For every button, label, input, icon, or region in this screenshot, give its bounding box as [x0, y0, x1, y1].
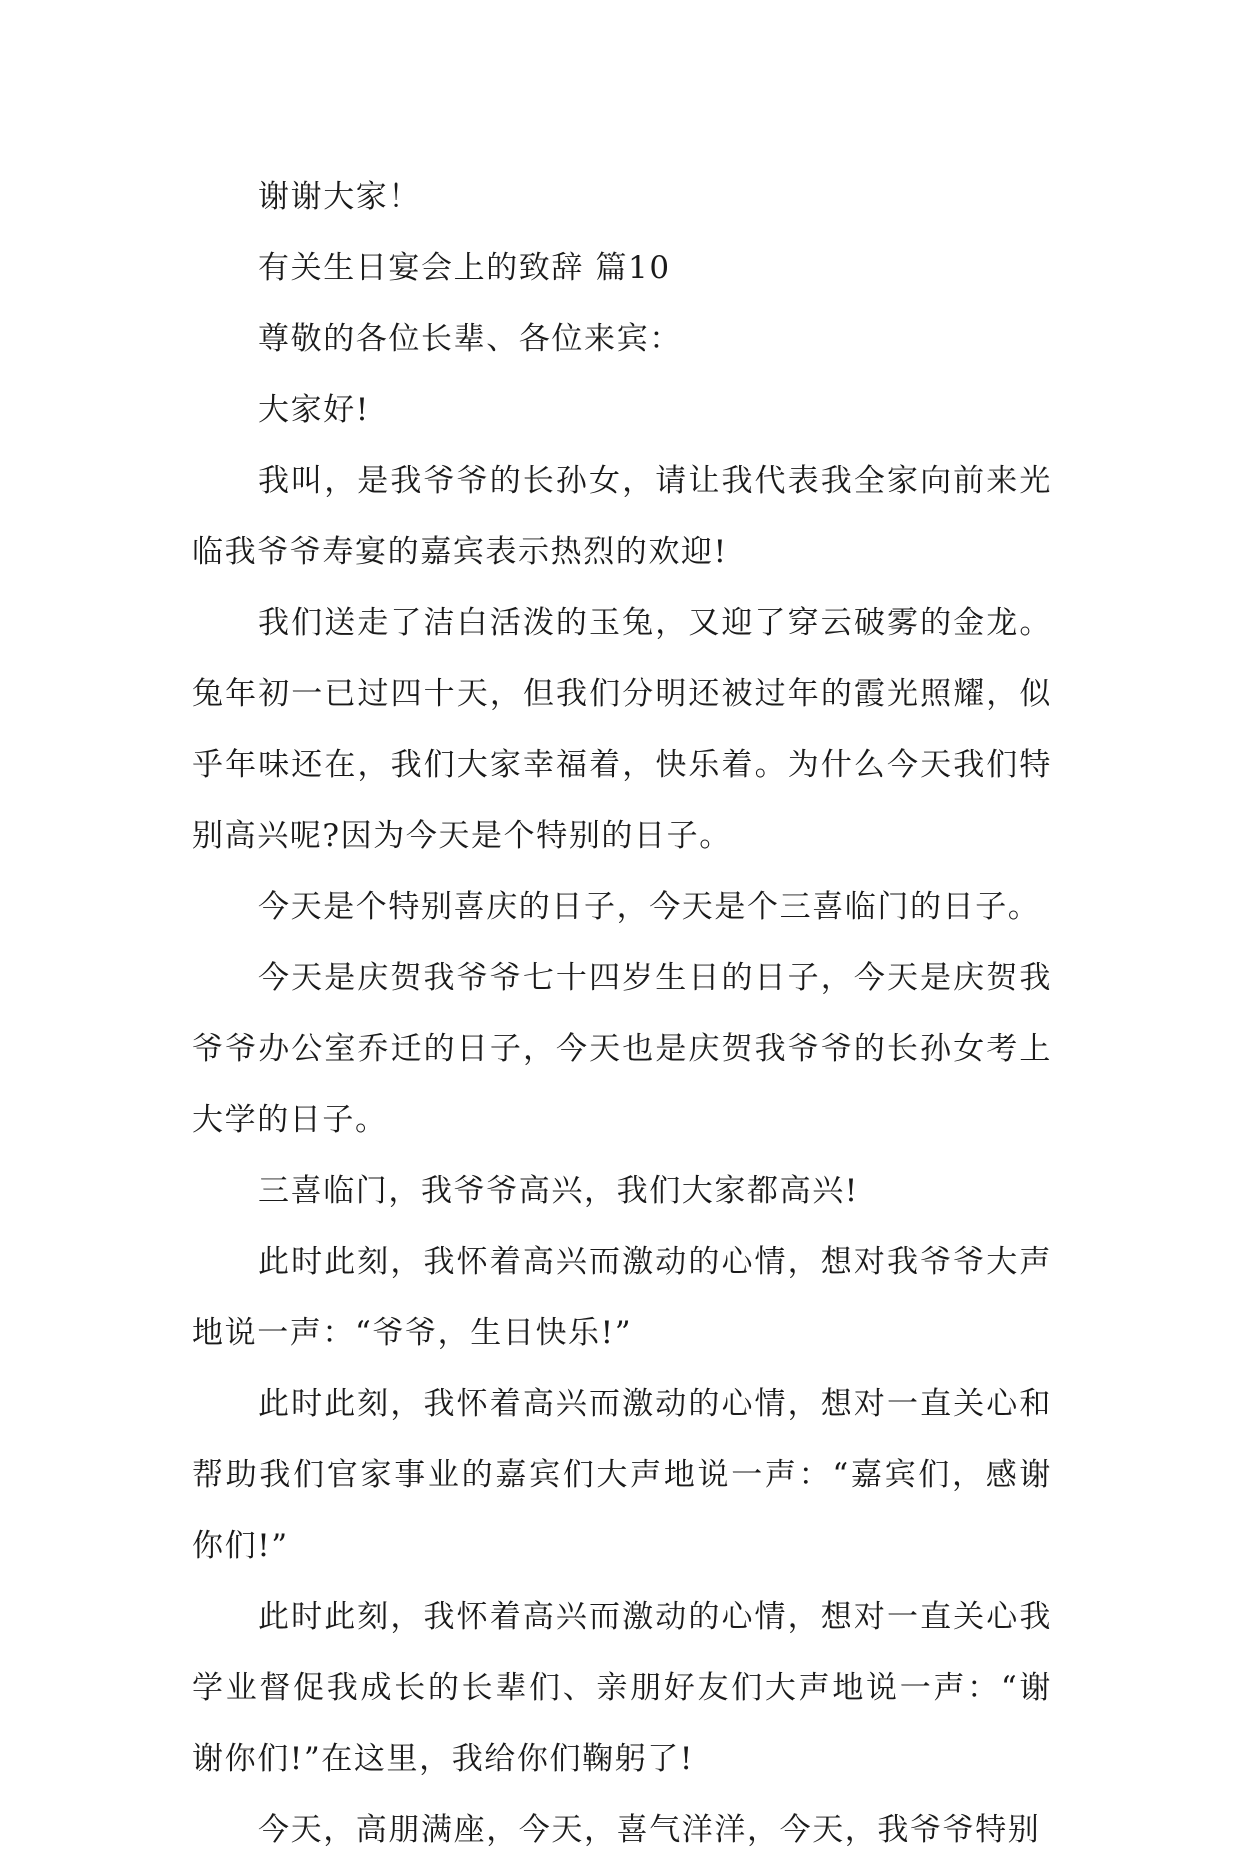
- paragraph: 此时此刻，我怀着高兴而激动的心情，想对一直关心我学业督促我成长的长辈们、亲朋好友们大声地说一声：“谢谢你们!”在这里，我给你们鞠躬了!: [192, 1599, 1052, 1777]
- salutation: 尊敬的各位长辈、各位来宾：: [258, 321, 682, 357]
- paragraph: 我叫，是我爷爷的长孙女，请让我代表我全家向前来光临我爷爷寿宴的嘉宾表示热烈的欢迎!: [192, 463, 1052, 570]
- paragraph: 今天是个特别喜庆的日子，今天是个三喜临门的日子。: [258, 889, 1041, 925]
- greeting: 大家好!: [258, 392, 370, 428]
- paragraph: 三喜临门，我爷爷高兴，我们大家都高兴!: [258, 1173, 859, 1209]
- paragraph: 此时此刻，我怀着高兴而激动的心情，想对我爷爷大声地说一声：“爷爷，生日快乐!”: [192, 1244, 1052, 1351]
- paragraph: 今天，高朋满座，今天，喜气洋洋，今天，我爷爷特别: [258, 1812, 1041, 1848]
- closing-thanks: 谢谢大家！: [258, 179, 421, 215]
- paragraph: 此时此刻，我怀着高兴而激动的心情，想对一直关心和帮助我们官家事业的嘉宾们大声地说一声：“嘉宾们，感谢你们!”: [192, 1386, 1052, 1564]
- document-body: [192, 162, 1052, 1866]
- paragraph: 今天是庆贺我爷爷七十四岁生日的日子，今天是庆贺我爷爷办公室乔迁的日子，今天也是庆贺我爷爷的长孙女考上大学的日子。: [192, 960, 1052, 1138]
- paragraph: 我们送走了洁白活泼的玉兔，又迎了穿云破雾的金龙。兔年初一已过四十天，但我们分明还被过年的霞光照耀，似乎年味还在，我们大家幸福着，快乐着。为什么今天我们特别高兴呢?因为今天是个特别的日子。: [192, 605, 1052, 854]
- section-title: 有关生日宴会上的致辞 篇10: [258, 250, 671, 286]
